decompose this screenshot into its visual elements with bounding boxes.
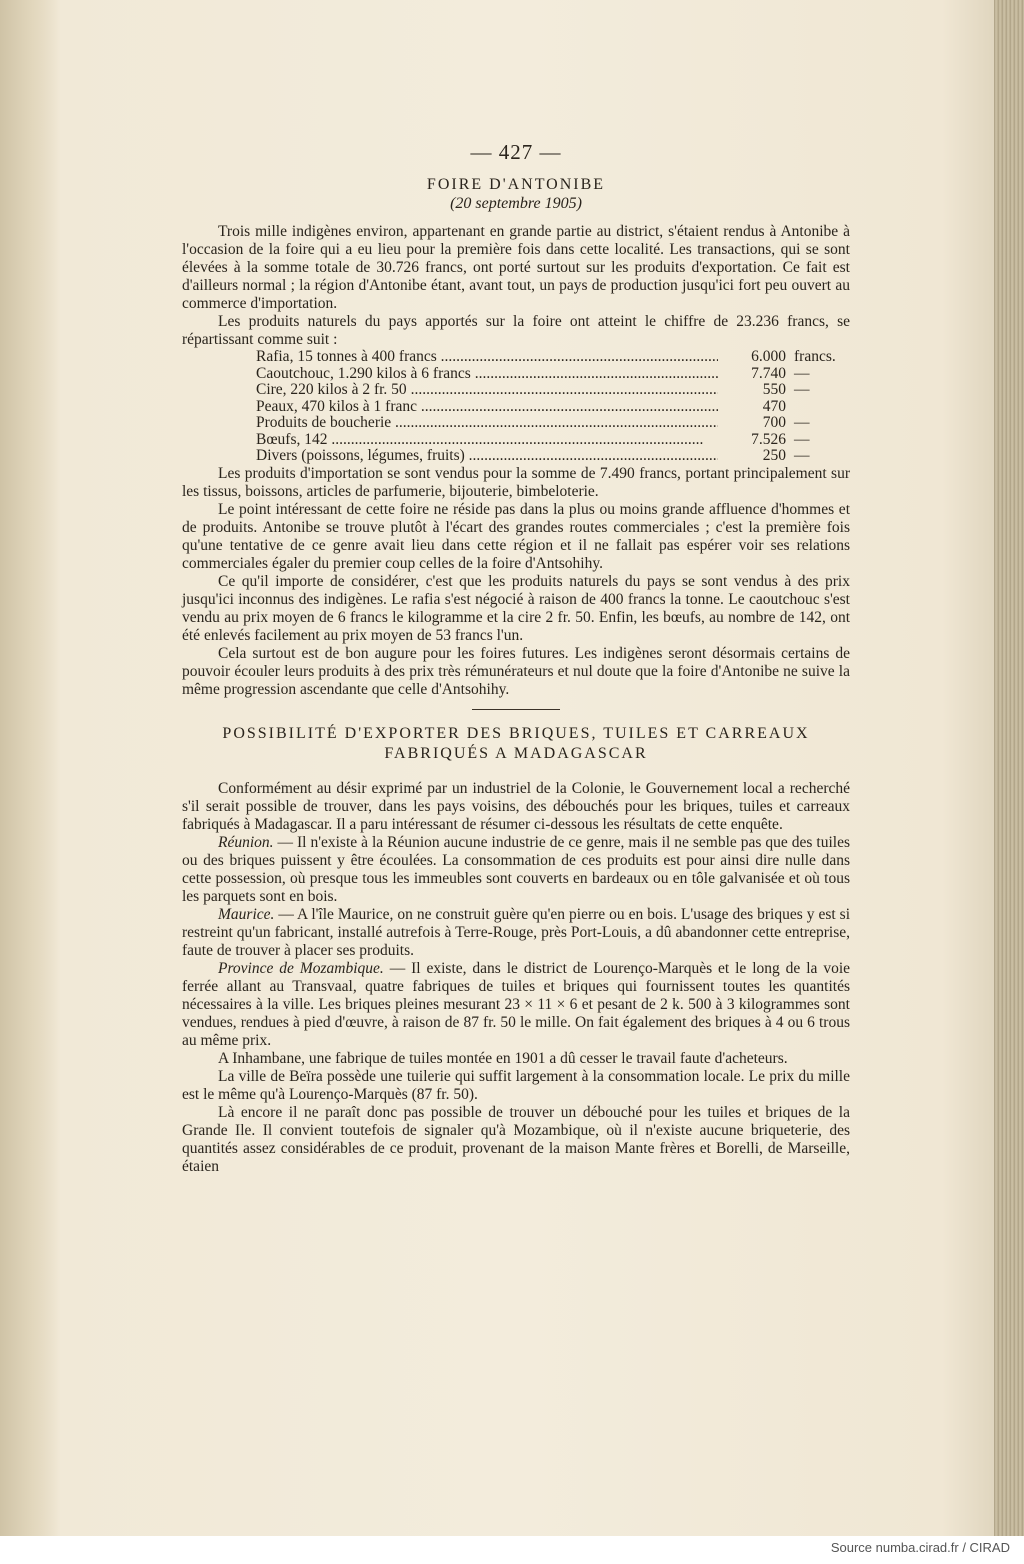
paragraph-beira: La ville de Beïra possède une tuilerie qui suffit largement à la consommation locale. Le prix du mille est le même qu'à Lourenço-Marquès (87 fr. 50). — [182, 1067, 850, 1103]
list-item: Peaux, 470 kilos à 1 franc ..... 470 — [256, 399, 850, 416]
page-edges-right — [994, 0, 1024, 1536]
paragraph-encore: Là encore il ne paraît donc pas possible de trouver un débouché pour les tuiles et briques de la Grande Ile. Il convient toutefois de signaler qu'à Mozambique, où il n'existe aucune briqueterie, des quantités assez considérables de ce produit, provenant de la maison Mante frères et Borelli, de Marseille, étaien — [182, 1103, 850, 1175]
paragraph-maurice: Maurice. — A l'île Maurice, on ne construit guère qu'en pierre ou en bois. L'usage des briques y est si restreint qu'un fabricant, installé autrefois à Terre-Rouge, près Port-Louis, a dû abandonner cette entreprise, faute de trouver à placer ses produits. — [182, 905, 850, 959]
list-item: Produits de boucherie ..... 700 — — [256, 415, 850, 432]
section-date: (20 septembre 1905) — [450, 195, 582, 212]
list-item: Cire, 220 kilos à 2 fr. 50 ..... 550 — — [256, 382, 850, 399]
paragraph-reunion: Réunion. — Il n'existe à la Réunion aucune industrie de ce genre, mais il ne semble pas que des tuiles ou des briques puissent y être écoulées. La consommation de ces produits est pour ainsi dire nulle dans cette possession, où presque tous les immeubles sont couverts en bardeaux ou en tôle galvanisée et où tous les parquets sont en bois. — [182, 833, 850, 905]
list-item: Divers (poissons, légumes, fruits) ..... 250 — — [256, 448, 850, 465]
paragraph-lead: Les produits naturels du pays apportés sur la foire ont atteint le chiffre de 23.236 francs, se répartissant comme suit : — [182, 313, 850, 348]
section-title-briques: POSSIBILITÉ D'EXPORTER DES BRIQUES, TUILES ET CARREAUX — [222, 724, 810, 742]
section-title-briques-line2: FABRIQUÉS A MADAGASCAR — [384, 744, 648, 762]
list-item: Rafia, 15 tonnes à 400 francs ..... 6.000 francs. — [256, 349, 850, 366]
page-content — [182, 140, 850, 1176]
mozambique-label: Province de Mozambique. — [218, 959, 384, 977]
section-divider — [472, 709, 560, 710]
paragraph-intro: Trois mille indigènes environ, appartenant en grande partie au district, s'étaient rendus à Antonibe à l'occasion de la foire qui a eu lieu pour la première fois dans cette localité. Les transactions, qui se sont élevées à la somme totale de 30.726 francs, ont porté surtout sur les produits d'exportation. Ce fait est d'ailleurs normal ; la région d'Antonibe étant, avant tout, un pays de production jusqu'ici fort peu ouvert au commerce d'importation. — [182, 223, 850, 312]
paragraph-augure: Cela surtout est de bon augure pour les foires futures. Les indigènes seront désormais certains de pouvoir écouler leurs produits à des prix très rémunérateurs et nul doute que la foire d'Antonibe ne suive la même progression ascendante que celle d'Antsohihy. — [182, 644, 850, 698]
paragraph-point: Le point intéressant de cette foire ne réside pas dans la plus ou moins grande affluence d'hommes et de produits. Antonibe se trouve plutôt à l'écart des grandes routes commerciales ; c'est la première fois qu'une tentative de ce genre avait lieu dans cette région et il ne fallait pas espérer voir ses relations commerciales égaler du premier coup celles de la foire d'Antsohihy. — [182, 500, 850, 572]
paragraph-mozambique: Province de Mozambique. — Il existe, dans le district de Lourenço-Marquès et le long de la voie ferrée allant au Transvaal, quatre fabriques de tuiles et briques qui fournissent toutes les quantités nécessaires à la ville. Les briques pleines mesurant 23 × 11 × 6 et pesant de 2 k. 500 à 3 kilogrammes sont vendues, rendues à pied d'œuvre, à raison de 87 fr. 50 le mille. On fait également des briques à 4 ou 6 trous au même prix. — [182, 959, 850, 1049]
list-item: Bœufs, 142 ..... 7.526 — — [256, 432, 850, 449]
reunion-label: Réunion. — [218, 833, 274, 851]
binding-shadow-left — [0, 0, 60, 1536]
section-title-antonibe: FOIRE D'ANTONIBE — [426, 176, 606, 193]
paragraph-inhambane: A Inhambane, une fabrique de tuiles montée en 1901 a dû cesser le travail faute d'acheteurs. — [218, 1049, 788, 1067]
products-list — [256, 349, 850, 465]
page-number: — 427 — — [470, 140, 562, 164]
list-item: Caoutchouc, 1.290 kilos à 6 francs ..... 7.740 — — [256, 366, 850, 383]
paragraph-import: Les produits d'importation se sont vendus pour la somme de 7.490 francs, portant principalement sur les tissus, boissons, articles de parfumerie, bijouterie, bimbeloterie. — [182, 464, 850, 500]
maurice-label: Maurice. — [218, 905, 275, 923]
paragraph-prix: Ce qu'il importe de considérer, c'est que les produits naturels du pays se sont vendus à des prix jusqu'ici inconnus des indigènes. Le rafia s'est négocié à raison de 400 francs la tonne. Le caoutchouc s'est vendu au prix moyen de 6 francs le kilogramme et la cire 2 fr. 50. Enfin, les bœufs, au nombre de 142, ont été enlevés facilement au prix moyen de 53 francs l'un. — [182, 572, 850, 644]
source-credit: Source numba.cirad.fr / CIRAD — [830, 1540, 1010, 1555]
paragraph-conformement: Conformément au désir exprimé par un industriel de la Colonie, le Gouvernement local a recherché s'il serait possible de trouver, dans les pays voisins, des débouchés pour les briques, tuiles et carreaux fabriqués à Madagascar. Il a paru intéressant de résumer ci-dessous les résultats de cette enquête. — [182, 779, 850, 833]
